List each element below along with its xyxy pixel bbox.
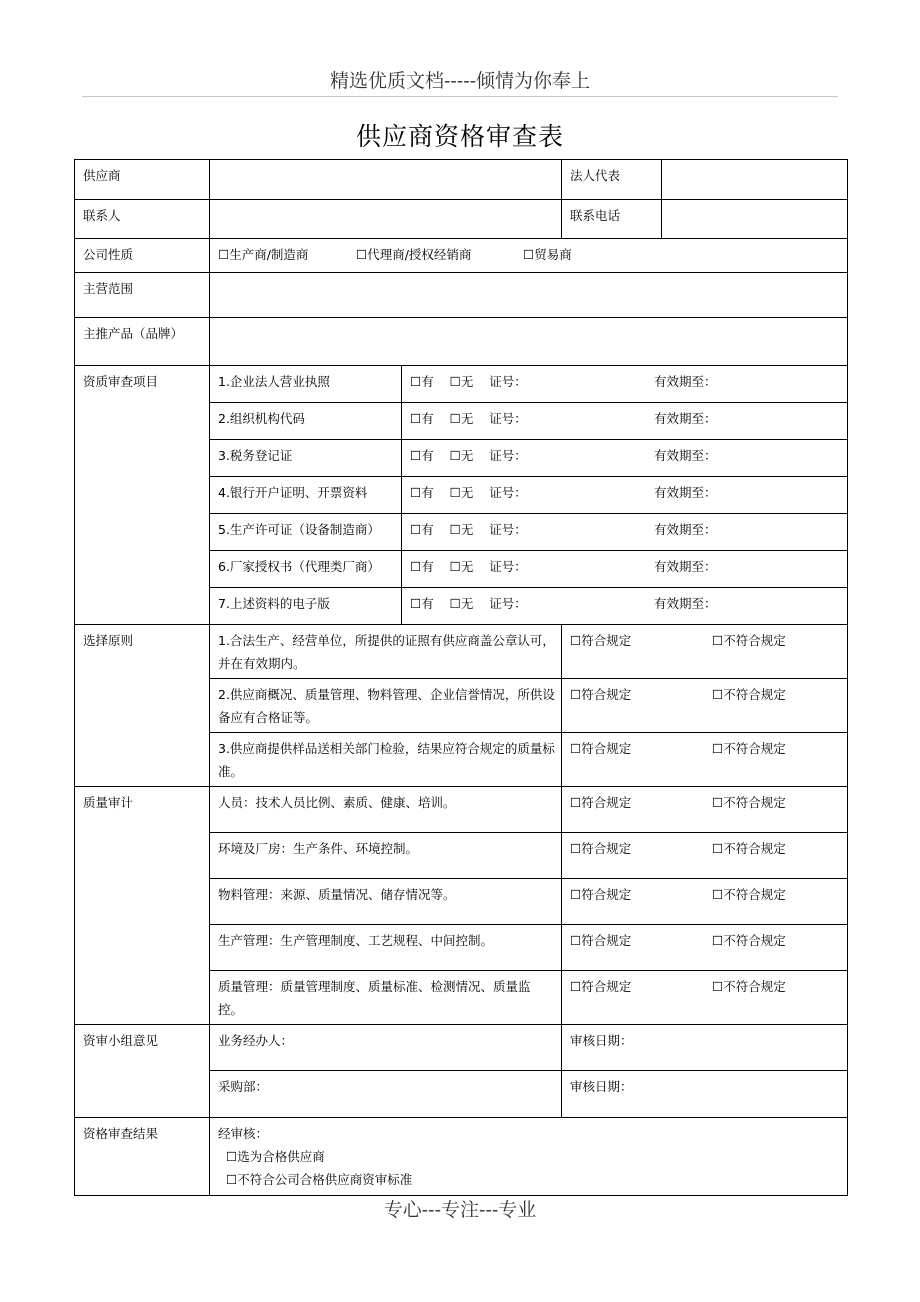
team-purchasing-field[interactable]: 采购部： (210, 1071, 562, 1118)
cert-number-label: 证号： (489, 596, 527, 611)
label-result: 资格审查结果 (75, 1118, 210, 1196)
non-compliant-checkbox[interactable]: ☐ 不符合规定 (712, 933, 786, 948)
legal-rep-field[interactable] (662, 160, 848, 200)
qualification-cert-cell (402, 403, 848, 440)
cert-number-label: 证号： (489, 411, 527, 426)
quality-result-cell (562, 925, 848, 971)
cert-number-label: 证号： (489, 448, 527, 463)
cert-number-label: 证号： (489, 559, 527, 574)
header-divider (82, 96, 838, 97)
selection-item: 2.供应商概况、质量管理、物料管理、企业信誉情况，所供设备应有合格证等。 (210, 679, 562, 733)
compliant-checkbox[interactable]: ☐ 符合规定 (570, 791, 712, 814)
page-header: 精选优质文档-----倾情为你奉上 (329, 70, 591, 92)
quality-result-cell (562, 833, 848, 879)
label-team: 资审小组意见 (75, 1025, 210, 1118)
label-qualification: 资质审查项目 (75, 366, 210, 625)
non-compliant-checkbox[interactable]: ☐ 不符合规定 (712, 979, 786, 994)
company-type-manufacturer-checkbox[interactable]: ☐ 生产商/制造商 (218, 243, 356, 266)
quality-result-cell (562, 879, 848, 925)
qualification-item: 7.上述资料的电子版 (210, 588, 402, 625)
selection-item: 1.合法生产、经营单位，所提供的证照有供应商盖公章认可，并在有效期内。 (210, 625, 562, 679)
label-contact: 联系人 (75, 200, 210, 239)
phone-field[interactable] (662, 200, 848, 239)
qualification-cert-cell (402, 366, 848, 403)
compliant-checkbox[interactable]: ☐ 符合规定 (570, 737, 712, 760)
valid-until-label: 有效期至： (654, 559, 717, 574)
supplier-qualification-form (74, 159, 848, 1196)
selection-item: 3.供应商提供样品送相关部门检验，结果应符合规定的质量标准。 (210, 733, 562, 787)
quality-item: 环境及厂房：生产条件、环境控制。 (210, 833, 562, 879)
quality-item: 生产管理：生产管理制度、工艺规程、中间控制。 (210, 925, 562, 971)
qualification-item: 6.厂家授权书（代理类厂商） (210, 551, 402, 588)
cert-yes-checkbox[interactable]: ☐ 有 (410, 448, 434, 463)
team-row (75, 1025, 848, 1071)
non-compliant-checkbox[interactable]: ☐ 不符合规定 (712, 687, 786, 702)
valid-until-label: 有效期至： (654, 522, 717, 537)
cert-number-label: 证号： (489, 374, 527, 389)
cert-yes-checkbox[interactable]: ☐ 有 (410, 522, 434, 537)
compliant-checkbox[interactable]: ☐ 符合规定 (570, 883, 712, 906)
cert-yes-checkbox[interactable]: ☐ 有 (410, 559, 434, 574)
company-type-agent-checkbox[interactable]: ☐ 代理商/授权经销商 (356, 243, 523, 266)
team-purchasing-date-field[interactable]: 审核日期： (562, 1071, 848, 1118)
qualification-item: 4.银行开户证明、开票资料 (210, 477, 402, 514)
selection-result-cell (562, 625, 848, 679)
cert-no-checkbox[interactable]: ☐ 无 (450, 411, 474, 426)
label-legal-rep: 法人代表 (562, 160, 662, 200)
cert-yes-checkbox[interactable]: ☐ 有 (410, 411, 434, 426)
valid-until-label: 有效期至： (654, 596, 717, 611)
cert-no-checkbox[interactable]: ☐ 无 (450, 448, 474, 463)
compliant-checkbox[interactable]: ☐ 符合规定 (570, 837, 712, 860)
row-company-type (75, 239, 848, 273)
main-products-field[interactable] (210, 318, 848, 366)
company-type-trader-checkbox[interactable]: ☐ 贸易商 (523, 243, 572, 266)
company-type-options (210, 239, 848, 273)
cert-number-label: 证号： (489, 522, 527, 537)
compliant-checkbox[interactable]: ☐ 符合规定 (570, 629, 712, 652)
valid-until-label: 有效期至： (654, 411, 717, 426)
qualification-row (75, 366, 848, 403)
quality-item: 人员：技术人员比例、素质、健康、培训。 (210, 787, 562, 833)
qualification-cert-cell (402, 477, 848, 514)
team-handler-date-field[interactable]: 审核日期： (562, 1025, 848, 1071)
row-business-scope (75, 273, 848, 318)
result-row (75, 1118, 848, 1196)
row-main-products (75, 318, 848, 366)
qualification-item: 5.生产许可证（设备制造商） (210, 514, 402, 551)
compliant-checkbox[interactable]: ☐ 符合规定 (570, 683, 712, 706)
quality-result-cell (562, 787, 848, 833)
contact-field[interactable] (210, 200, 562, 239)
form-title: 供应商资格审查表 (355, 122, 564, 151)
qualification-cert-cell (402, 440, 848, 477)
cert-yes-checkbox[interactable]: ☐ 有 (410, 485, 434, 500)
page-footer: 专心---专注---专业 (383, 1199, 537, 1221)
cert-yes-checkbox[interactable]: ☐ 有 (410, 374, 434, 389)
cert-no-checkbox[interactable]: ☐ 无 (450, 485, 474, 500)
valid-until-label: 有效期至： (654, 374, 717, 389)
cert-number-label: 证号： (489, 485, 527, 500)
non-compliant-checkbox[interactable]: ☐ 不符合规定 (712, 841, 786, 856)
selection-result-cell (562, 733, 848, 787)
cert-no-checkbox[interactable]: ☐ 无 (450, 559, 474, 574)
label-phone: 联系电话 (562, 200, 662, 239)
cert-no-checkbox[interactable]: ☐ 无 (450, 596, 474, 611)
business-scope-field[interactable] (210, 273, 848, 318)
selection-row (75, 625, 848, 679)
non-compliant-checkbox[interactable]: ☐ 不符合规定 (712, 633, 786, 648)
label-main-products: 主推产品（品牌） (75, 318, 210, 366)
qualification-item: 1.企业法人营业执照 (210, 366, 402, 403)
qualification-cert-cell (402, 551, 848, 588)
quality-item: 质量管理：质量管理制度、质量标准、检测情况、质量监控。 (210, 971, 562, 1025)
cert-no-checkbox[interactable]: ☐ 无 (450, 374, 474, 389)
cert-no-checkbox[interactable]: ☐ 无 (450, 522, 474, 537)
not-qualified-checkbox[interactable]: ☐ 不符合公司合格供应商资审标准 (218, 1168, 841, 1191)
qualification-item: 3.税务登记证 (210, 440, 402, 477)
label-business-scope: 主营范围 (75, 273, 210, 318)
non-compliant-checkbox[interactable]: ☐ 不符合规定 (712, 741, 786, 756)
quality-result-cell (562, 971, 848, 1025)
selection-result-cell (562, 679, 848, 733)
label-selection: 选择原则 (75, 625, 210, 787)
row-contact (75, 200, 848, 239)
compliant-checkbox[interactable]: ☐ 符合规定 (570, 975, 712, 998)
label-company-type: 公司性质 (75, 239, 210, 273)
qualification-cert-cell (402, 588, 848, 625)
label-quality: 质量审计 (75, 787, 210, 1025)
result-reviewed-label: 经审核： (218, 1126, 269, 1141)
quality-row (75, 787, 848, 833)
qualification-item: 2.组织机构代码 (210, 403, 402, 440)
valid-until-label: 有效期至： (654, 448, 717, 463)
row-supplier (75, 160, 848, 200)
label-supplier: 供应商 (75, 160, 210, 200)
qualified-supplier-checkbox[interactable]: ☐ 选为合格供应商 (218, 1145, 841, 1168)
qualification-cert-cell (402, 514, 848, 551)
compliant-checkbox[interactable]: ☐ 符合规定 (570, 929, 712, 952)
valid-until-label: 有效期至： (654, 485, 717, 500)
team-handler-field[interactable]: 业务经办人： (210, 1025, 562, 1071)
supplier-field[interactable] (210, 160, 562, 200)
quality-item: 物料管理：来源、质量情况、储存情况等。 (210, 879, 562, 925)
cert-yes-checkbox[interactable]: ☐ 有 (410, 596, 434, 611)
result-cell (210, 1118, 848, 1196)
non-compliant-checkbox[interactable]: ☐ 不符合规定 (712, 887, 786, 902)
non-compliant-checkbox[interactable]: ☐ 不符合规定 (712, 795, 786, 810)
